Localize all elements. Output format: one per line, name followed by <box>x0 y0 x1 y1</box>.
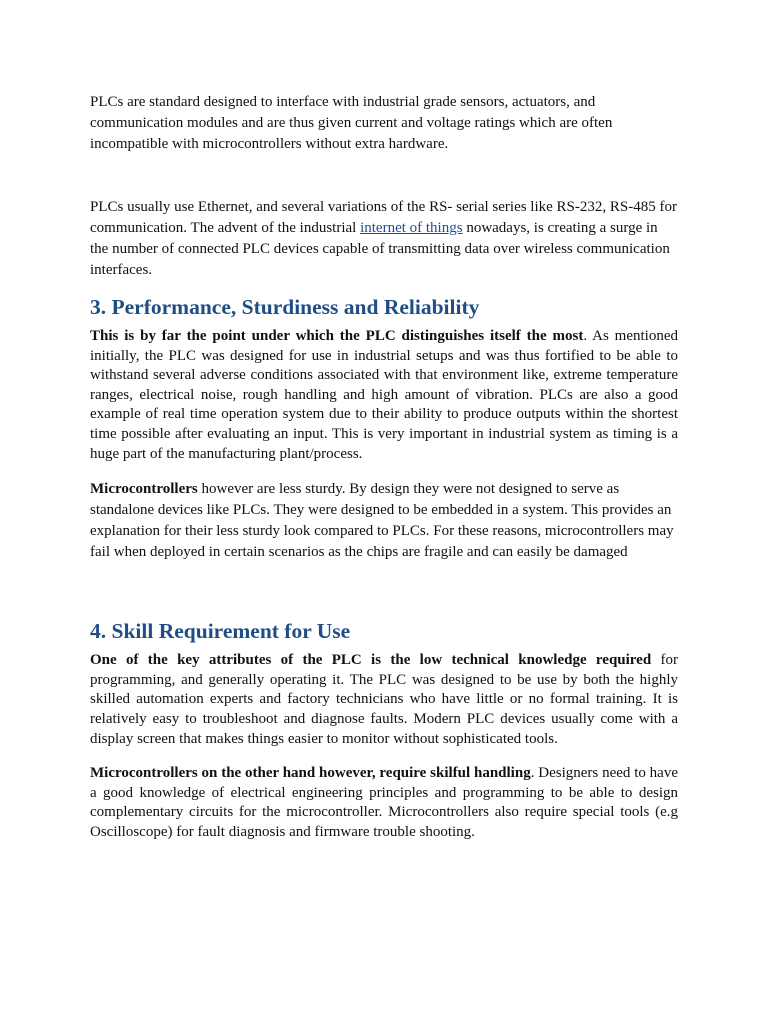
paragraph-microcontroller-skill <box>90 764 678 842</box>
paragraph-text: . As mentioned initially, the PLC was designed for use in industrial setups and was thus fortified to be able to withstand several adverse conditions associated with that environment like, extreme temperature ranges, electrical noise, rough handling and high amount of vibration. PLCs are also a good example of real time operation system due to their ability to produce outputs within the shortest time possible after evaluating an input. This is very important in industrial system as timing is a huge part of the manufacturing plant/process. <box>90 328 678 462</box>
paragraph-text: however are less sturdy. By design they were not designed to serve as standalone devices like PLCs. They were designed to be embedded in a system. This provides an explanation for their less sturdy look compared to PLCs. For these reasons, microcontrollers may fail when deployed in certain scenarios as the chips are fragile and can easily be damaged <box>90 481 674 561</box>
section-heading-performance: 3. Performance, Sturdiness and Reliability <box>90 295 480 319</box>
bold-lead: This is by far the point under which the PLC distinguishes itself the most <box>90 328 584 344</box>
paragraph-text: . Designers need to have a good knowledge of electrical engineering principles and programming to be able to design complementary circuits for the microcontroller. Microcontrollers also require special tools (e.g Oscilloscope) for fault diagnosis and firmware trouble shooting. <box>90 765 678 840</box>
paragraph-plc-communication <box>90 197 678 281</box>
paragraph-microcontroller-sturdiness <box>90 479 678 563</box>
bold-lead: One of the key attributes of the PLC is the low technical knowledge required <box>90 652 652 669</box>
internet-of-things-link[interactable]: internet of things <box>360 220 463 236</box>
paragraph-plc-interface: PLCs are standard designed to interface with industrial grade sensors, actuators, and communication modules and are thus given current and voltage ratings which are often incompatible with microcontrollers without extra hardware. <box>90 94 613 152</box>
bold-lead: Microcontrollers <box>90 481 198 498</box>
bold-lead: Microcontrollers on the other hand however, require skilful handling <box>90 765 531 782</box>
paragraph-text: nowadays, is creating a surge in the number of connected PLC devices capable of transmitting data over wireless communication interfaces. <box>90 220 670 278</box>
paragraph-plc-skill <box>90 651 678 749</box>
section-heading-skill: 4. Skill Requirement for Use <box>90 619 351 644</box>
document-page <box>90 92 678 843</box>
paragraph-text: PLCs usually use Ethernet, and several variations of the RS- serial series like RS-232, RS-485 for communication. The advent of the industrial <box>90 199 677 236</box>
paragraph-text: for programming, and generally operating it. The PLC was designed to be use by both the highly skilled automation experts and factory technicians who have little or no formal training. It is relatively easy to troubleshoot and diagnose faults. Modern PLC devices usually come with a display screen that makes things easier to monitor without sophisticated tools. <box>90 652 678 747</box>
paragraph-plc-performance <box>90 327 678 464</box>
